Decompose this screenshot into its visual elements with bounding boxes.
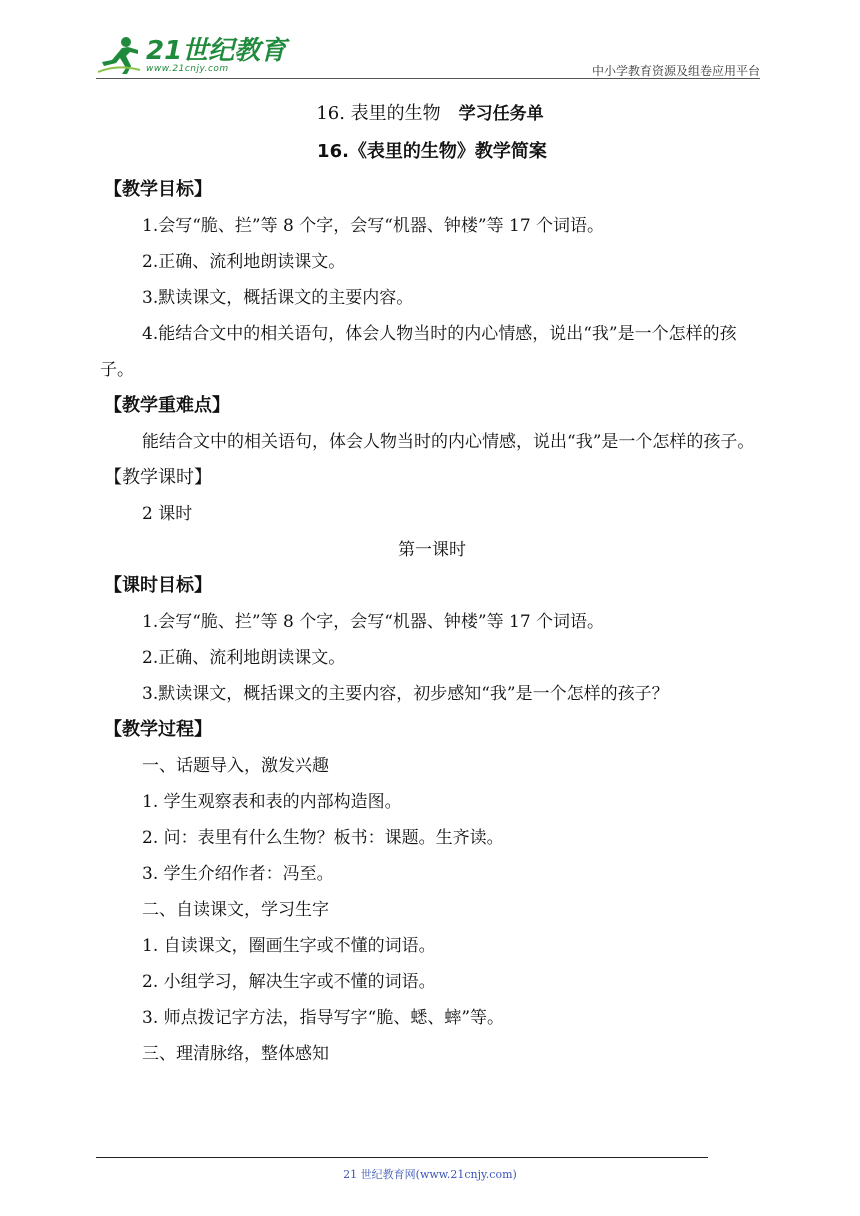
lesson-goal-item: 2.正确、流利地朗读课文。 xyxy=(142,648,346,668)
process-item: 一、话题导入，激发兴趣 xyxy=(142,756,329,776)
process-item: 三、理清脉络，整体感知 xyxy=(142,1044,329,1064)
logo-text: 21世纪教育 xyxy=(146,36,287,66)
logo xyxy=(96,34,286,78)
goal-item: 4.能结合文中的相关语句，体会人物当时的内心情感，说出“我”是一个怎样的孩子。 xyxy=(100,324,737,380)
process-item: 3. 师点拨记字方法，指导写字“脆、蟋、蟀”等。 xyxy=(142,1008,505,1028)
goal-item: 3.默读课文，概括课文的主要内容。 xyxy=(142,288,414,308)
page-header xyxy=(96,28,760,80)
document-body xyxy=(100,96,764,1072)
title-bold: 学习任务单 xyxy=(458,104,544,124)
title-main: 16. 表里的生物 xyxy=(316,103,441,124)
logo-url: www.21cnjy.com xyxy=(146,64,229,74)
subtitle: 16.《表里的生物》教学简案 xyxy=(317,141,547,162)
lesson-goal-item: 3.默读课文，概括课文的主要内容，初步感知“我”是一个怎样的孩子？ xyxy=(142,684,669,704)
footer-text[interactable]: 21 世纪教育网(www.21cnjy.com) xyxy=(343,1168,517,1181)
lesson-goals-heading: 【课时目标】 xyxy=(104,575,212,596)
footer-divider xyxy=(96,1157,708,1158)
header-slogan: 中小学教育资源及组卷应用平台 xyxy=(591,64,760,78)
lesson-title: 第一课时 xyxy=(398,540,466,560)
process-item: 1. 自读课文，圈画生字或不懂的词语。 xyxy=(142,936,436,956)
goals-heading: 【教学目标】 xyxy=(104,179,212,200)
process-item: 3. 学生介绍作者：冯至。 xyxy=(142,864,334,884)
runner-logo-icon xyxy=(96,36,142,76)
hours-heading: 【教学课时】 xyxy=(104,467,212,488)
process-heading: 【教学过程】 xyxy=(104,719,212,740)
hours-text: 2 课时 xyxy=(142,504,193,524)
header-divider xyxy=(96,78,760,79)
key-heading: 【教学重难点】 xyxy=(104,395,230,416)
process-item: 二、自读课文，学习生字 xyxy=(142,900,329,920)
page-title xyxy=(96,96,764,132)
key-text: 能结合文中的相关语句，体会人物当时的内心情感，说出“我”是一个怎样的孩子。 xyxy=(142,432,755,452)
lesson-goal-item: 1.会写“脆、拦”等 8 个字，会写“机器、钟楼”等 17 个词语。 xyxy=(142,612,605,632)
process-item: 2. 问：表里有什么生物？板书：课题。生齐读。 xyxy=(142,828,504,848)
goal-item: 1.会写“脆、拦”等 8 个字，会写“机器、钟楼”等 17 个词语。 xyxy=(142,216,605,236)
process-item: 1. 学生观察表和表的内部构造图。 xyxy=(142,792,402,812)
process-item: 2. 小组学习，解决生字或不懂的词语。 xyxy=(142,972,436,992)
goal-item: 2.正确、流利地朗读课文。 xyxy=(142,252,346,272)
